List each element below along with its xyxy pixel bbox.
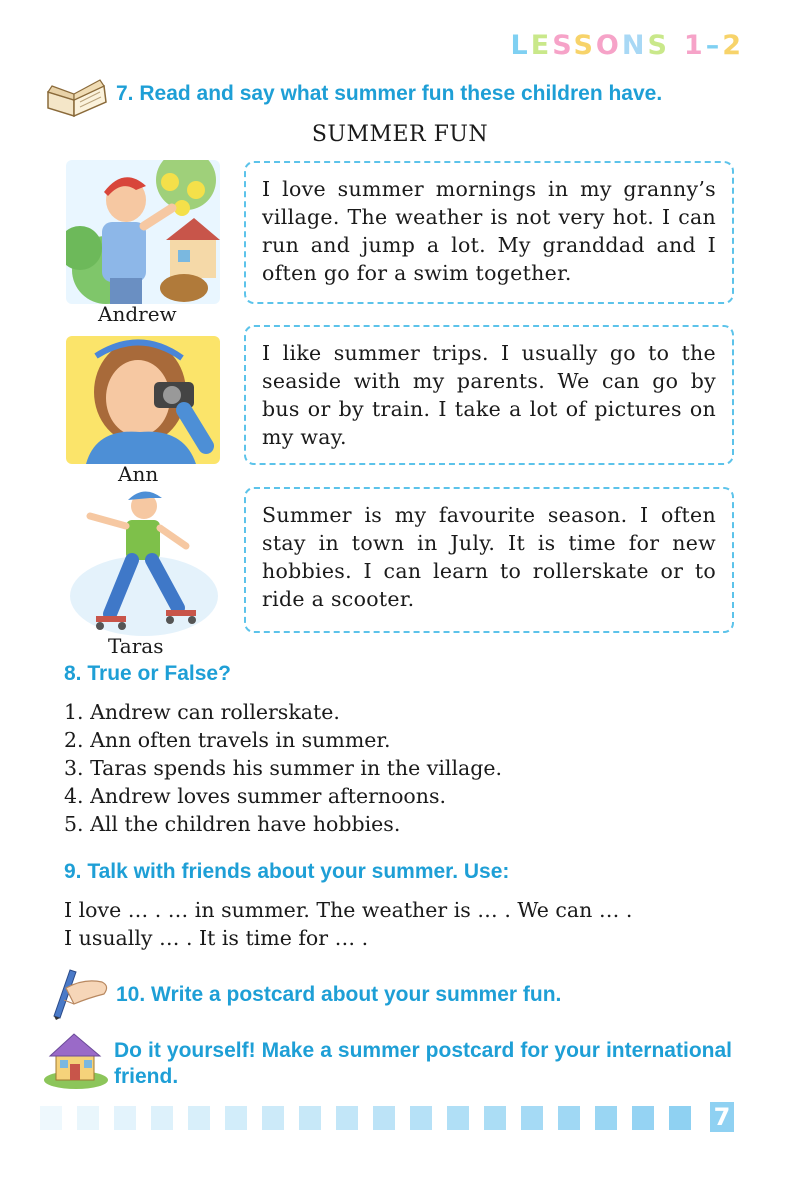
footer-square bbox=[521, 1106, 543, 1130]
lessons-header bbox=[511, 30, 744, 61]
ann-name: Ann bbox=[118, 462, 159, 486]
footer-square bbox=[447, 1106, 469, 1130]
tf-item-5: 5. All the children have hobbies. bbox=[64, 812, 401, 836]
footer-square bbox=[595, 1106, 617, 1130]
header-letter: – bbox=[705, 30, 723, 61]
footer-square bbox=[373, 1106, 395, 1130]
task-9-title: 9. Talk with friends about your summer. Use: bbox=[64, 860, 510, 883]
taras-story-text: Summer is my favourite season. I often stay in town in July. It is time for new hobbies. I can learn to rollerskate or to ride a scooter. bbox=[262, 503, 716, 611]
footer-square bbox=[40, 1106, 62, 1130]
footer-square bbox=[151, 1106, 173, 1130]
taras-story-box bbox=[244, 487, 734, 633]
header-letter: 1 bbox=[683, 30, 706, 61]
footer-square bbox=[77, 1106, 99, 1130]
andrew-name: Andrew bbox=[98, 302, 177, 326]
footer-strip bbox=[40, 1104, 720, 1134]
footer-square bbox=[669, 1106, 691, 1130]
header-letter: S bbox=[552, 30, 574, 61]
header-letter: S bbox=[647, 30, 670, 61]
footer-square bbox=[336, 1106, 358, 1130]
task-9-line-1: I love … . … in summer. The weather is … . We can … . bbox=[64, 898, 633, 922]
open-book-icon bbox=[44, 72, 110, 120]
taras-illustration bbox=[66, 486, 220, 636]
tf-item-4: 4. Andrew loves summer afternoons. bbox=[64, 784, 447, 808]
task-10-title: 10. Write a postcard about your summer fun. bbox=[116, 983, 562, 1006]
header-letter: L bbox=[510, 30, 531, 61]
footer-square bbox=[410, 1106, 432, 1130]
footer-square bbox=[225, 1106, 247, 1130]
taras-name: Taras bbox=[108, 634, 164, 658]
ann-illustration bbox=[66, 336, 220, 464]
footer-square bbox=[484, 1106, 506, 1130]
footer-square bbox=[188, 1106, 210, 1130]
writing-hand-icon bbox=[44, 964, 112, 1020]
ann-story-text: I like summer trips. I usually go to the seaside with my parents. We can go by bus or by train. I take a lot of pictures on my way. bbox=[262, 341, 716, 449]
footer-square bbox=[114, 1106, 136, 1130]
do-it-yourself-text: Do it yourself! Make a summer postcard for your international friend. bbox=[114, 1039, 732, 1088]
andrew-illustration bbox=[66, 160, 220, 304]
tf-item-3: 3. Taras spends his summer in the village. bbox=[64, 756, 503, 780]
footer-square bbox=[632, 1106, 654, 1130]
header-letter: S bbox=[573, 30, 596, 61]
header-letter: 2 bbox=[722, 30, 744, 61]
footer-square bbox=[262, 1106, 284, 1130]
header-letter: N bbox=[621, 30, 648, 61]
header-letter: O bbox=[595, 30, 622, 61]
footer-square bbox=[558, 1106, 580, 1130]
story-title: SUMMER FUN bbox=[311, 122, 489, 147]
page-number: 7 bbox=[710, 1102, 734, 1132]
andrew-story-box bbox=[244, 161, 734, 304]
task-9-line-2: I usually … . It is time for … . bbox=[64, 926, 369, 950]
task-8-title: 8. True or False? bbox=[64, 662, 231, 685]
house-icon bbox=[40, 1030, 110, 1090]
task-7-title: 7. Read and say what summer fun these children have. bbox=[116, 82, 663, 105]
ann-story-box bbox=[244, 325, 734, 465]
footer-square bbox=[299, 1106, 321, 1130]
tf-item-1: 1. Andrew can rollerskate. bbox=[64, 700, 340, 724]
andrew-story-text: I love summer mornings in my granny’s village. The weather is not very hot. I can run and jump a lot. My granddad and I often go for a swim together. bbox=[262, 177, 716, 285]
tf-item-2: 2. Ann often travels in summer. bbox=[64, 728, 391, 752]
header-letter: E bbox=[530, 30, 553, 61]
